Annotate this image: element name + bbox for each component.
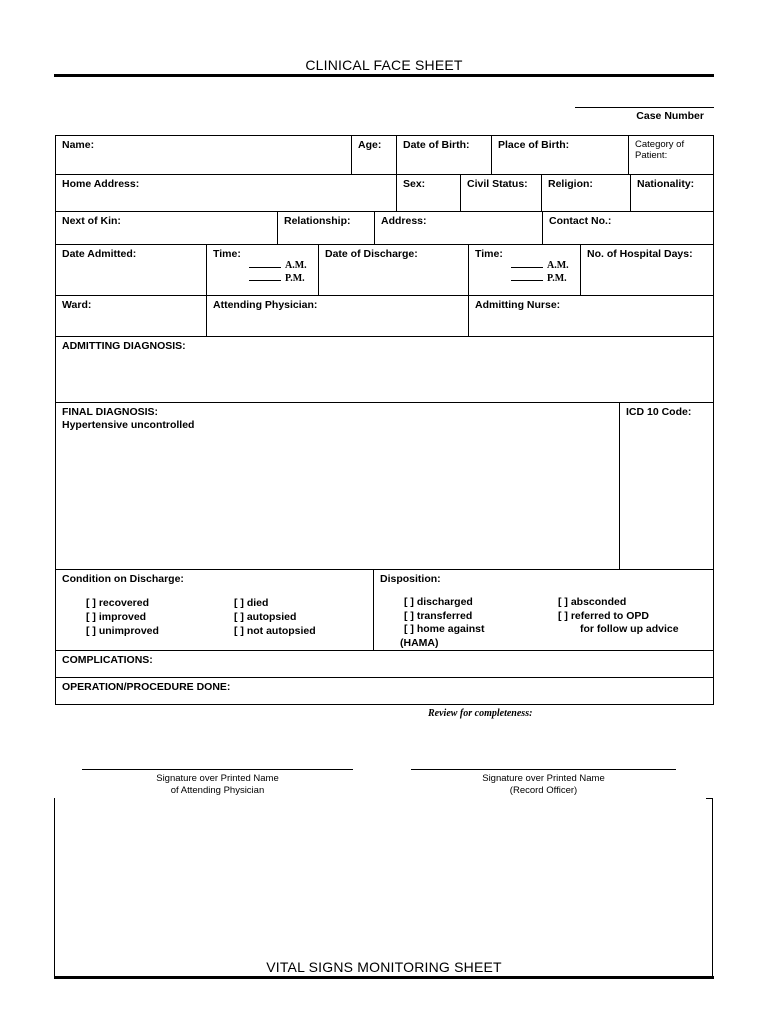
case-number-label: Case Number bbox=[636, 110, 704, 122]
pm-blank[interactable] bbox=[511, 272, 543, 281]
referred-opd-checkbox[interactable]: [ ] referred to OPD bbox=[558, 609, 650, 622]
pob-field[interactable] bbox=[491, 136, 628, 174]
condition-on-discharge bbox=[56, 570, 373, 650]
complications-section bbox=[55, 650, 714, 678]
lower-box-corner bbox=[706, 798, 713, 799]
kin-address-label: Address: bbox=[381, 215, 427, 227]
transferred-checkbox[interactable]: [ ] transferred bbox=[404, 609, 473, 622]
relationship-field[interactable] bbox=[277, 212, 374, 244]
ward-row bbox=[55, 295, 714, 337]
am-blank[interactable] bbox=[511, 259, 543, 268]
physician-signature-caption bbox=[82, 773, 353, 797]
date-discharge-label: Date of Discharge: bbox=[325, 248, 418, 260]
disposition-options-right bbox=[558, 596, 679, 637]
ward-label: Ward: bbox=[62, 299, 92, 311]
next-of-kin-field[interactable] bbox=[56, 212, 277, 244]
contact-field[interactable] bbox=[542, 212, 713, 244]
pob-label: Place of Birth: bbox=[498, 139, 570, 151]
record-officer-signature-line1: Signature over Printed Name bbox=[482, 773, 605, 784]
condition-label: Condition on Discharge: bbox=[62, 573, 184, 585]
not-autopsied-checkbox[interactable]: [ ] not autopsied bbox=[234, 625, 316, 637]
page-title: CLINICAL FACE SHEET bbox=[305, 57, 463, 73]
disposition bbox=[373, 570, 713, 650]
hama-label: (HAMA) bbox=[400, 636, 439, 649]
pm-label: P.M. bbox=[547, 273, 567, 284]
am-blank[interactable] bbox=[249, 259, 281, 268]
address-row bbox=[55, 174, 714, 212]
category-field[interactable] bbox=[628, 136, 713, 174]
hospital-days-label: No. of Hospital Days: bbox=[587, 248, 693, 260]
operation-field[interactable] bbox=[56, 678, 713, 704]
attending-physician-field[interactable] bbox=[206, 296, 468, 336]
pm-blank[interactable] bbox=[249, 272, 281, 281]
attending-physician-label: Attending Physician: bbox=[213, 299, 318, 311]
civil-status-field[interactable] bbox=[460, 175, 541, 211]
admitting-diagnosis-field[interactable] bbox=[56, 337, 713, 402]
disposition-options-left bbox=[400, 596, 485, 650]
lower-box-left-border bbox=[54, 798, 55, 978]
nationality-field[interactable] bbox=[630, 175, 713, 211]
civil-status-label: Civil Status: bbox=[467, 178, 528, 190]
name-field[interactable] bbox=[56, 136, 351, 174]
condition-options-left bbox=[86, 596, 159, 638]
final-diagnosis-label: FINAL DIAGNOSIS: bbox=[62, 406, 159, 418]
admitting-nurse-field[interactable] bbox=[468, 296, 713, 336]
operation-label: OPERATION/PROCEDURE DONE: bbox=[62, 681, 231, 693]
religion-label: Religion: bbox=[548, 178, 593, 190]
physician-signature-line2: of Attending Physician bbox=[170, 785, 265, 796]
bottom-rule bbox=[54, 976, 714, 979]
record-officer-signature-line2: (Record Officer) bbox=[509, 785, 578, 796]
relationship-label: Relationship: bbox=[284, 215, 351, 227]
title-rule bbox=[54, 74, 714, 77]
date-admitted-field[interactable] bbox=[56, 245, 206, 295]
kin-row bbox=[55, 211, 714, 245]
kin-address-field[interactable] bbox=[374, 212, 542, 244]
date-admitted-label: Date Admitted: bbox=[62, 248, 137, 260]
time-discharge-ampm bbox=[511, 259, 569, 285]
autopsied-checkbox[interactable]: [ ] autopsied bbox=[234, 611, 297, 623]
age-field[interactable] bbox=[351, 136, 396, 174]
admitting-nurse-label: Admitting Nurse: bbox=[475, 299, 561, 311]
am-label: A.M. bbox=[285, 260, 307, 271]
absconded-checkbox[interactable]: [ ] absconded bbox=[558, 596, 627, 608]
record-officer-signature-line[interactable] bbox=[411, 769, 676, 770]
record-officer-signature-caption bbox=[411, 773, 676, 797]
patient-info-row bbox=[55, 135, 714, 175]
ward-field[interactable] bbox=[56, 296, 206, 336]
home-against-checkbox[interactable]: [ ] home against bbox=[404, 623, 485, 635]
home-address-label: Home Address: bbox=[62, 178, 140, 190]
follow-up-label: for follow up advice bbox=[580, 623, 679, 635]
admitting-diagnosis-section bbox=[55, 336, 714, 403]
disposition-label: Disposition: bbox=[380, 573, 441, 585]
dob-label: Date of Birth: bbox=[403, 139, 470, 151]
lower-box-right-border bbox=[712, 798, 713, 978]
physician-signature-line[interactable] bbox=[82, 769, 353, 770]
final-diagnosis-value: Hypertensive uncontrolled bbox=[62, 419, 195, 431]
name-label: Name: bbox=[62, 139, 95, 151]
icd-code-label: ICD 10 Code: bbox=[626, 406, 692, 418]
died-checkbox[interactable]: [ ] died bbox=[234, 597, 269, 609]
religion-field[interactable] bbox=[541, 175, 630, 211]
final-diagnosis-field[interactable] bbox=[56, 403, 619, 569]
complications-field[interactable] bbox=[56, 651, 713, 677]
case-number-field[interactable] bbox=[575, 107, 714, 108]
discharged-checkbox[interactable]: [ ] discharged bbox=[404, 596, 473, 608]
age-label: Age: bbox=[358, 139, 382, 151]
time-admitted-ampm bbox=[249, 259, 307, 285]
time-discharge-field[interactable] bbox=[468, 245, 580, 295]
complications-label: COMPLICATIONS: bbox=[62, 654, 153, 666]
pm-label: P.M. bbox=[285, 273, 305, 284]
time-admitted-label: Time: bbox=[213, 248, 241, 260]
am-label: A.M. bbox=[547, 260, 569, 271]
condition-options-right bbox=[234, 596, 316, 638]
nationality-label: Nationality: bbox=[637, 178, 695, 190]
final-diagnosis-section bbox=[55, 402, 714, 570]
review-label: Review for completeness: bbox=[428, 708, 533, 719]
unimproved-checkbox[interactable]: [ ] unimproved bbox=[86, 625, 159, 637]
icd-code-field[interactable] bbox=[619, 403, 713, 569]
admission-row bbox=[55, 244, 714, 296]
discharge-section bbox=[55, 569, 714, 651]
next-of-kin-label: Next of Kin: bbox=[62, 215, 121, 227]
dob-field[interactable] bbox=[396, 136, 491, 174]
sex-label: Sex: bbox=[403, 178, 426, 190]
date-discharge-field[interactable] bbox=[318, 245, 468, 295]
time-discharge-label: Time: bbox=[475, 248, 503, 260]
home-address-field[interactable] bbox=[56, 175, 396, 211]
recovered-checkbox[interactable]: [ ] recovered bbox=[86, 597, 150, 609]
vital-signs-title: VITAL SIGNS MONITORING SHEET bbox=[266, 959, 502, 975]
operation-section bbox=[55, 677, 714, 705]
contact-label: Contact No.: bbox=[549, 215, 612, 227]
category-label: Category of Patient: bbox=[635, 139, 685, 161]
improved-checkbox[interactable]: [ ] improved bbox=[86, 611, 147, 623]
time-admitted-field[interactable] bbox=[206, 245, 318, 295]
admitting-diagnosis-label: ADMITTING DIAGNOSIS: bbox=[62, 340, 186, 352]
physician-signature-line1: Signature over Printed Name bbox=[156, 773, 279, 784]
sex-field[interactable] bbox=[396, 175, 460, 211]
hospital-days-field[interactable] bbox=[580, 245, 713, 295]
